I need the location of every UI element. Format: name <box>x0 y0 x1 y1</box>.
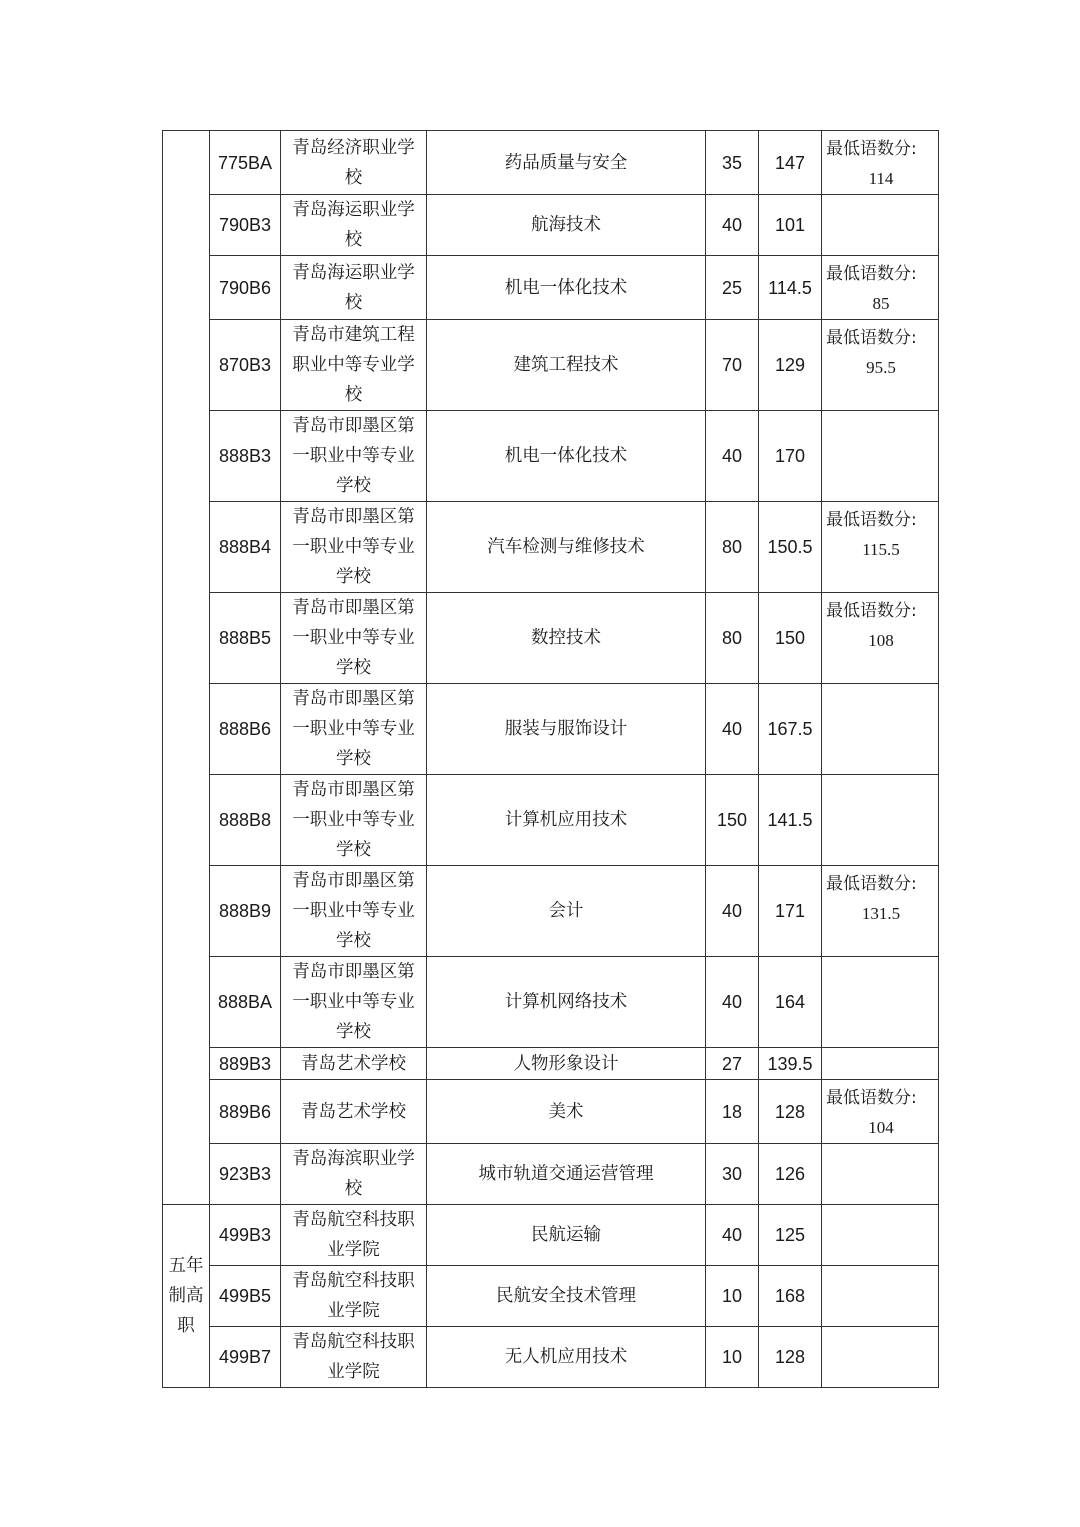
school-name-cell: 青岛航空科技职业学院 <box>281 1327 427 1388</box>
table-row <box>163 957 939 1048</box>
remark-cell <box>822 1144 939 1205</box>
remark-value: 114 <box>868 169 894 188</box>
remark-value: 104 <box>868 1118 894 1137</box>
table-row <box>163 1144 939 1205</box>
min-score-cell: 128 <box>759 1080 822 1144</box>
remark-cell <box>822 502 939 593</box>
table-row <box>163 131 939 195</box>
remark-cell <box>822 684 939 775</box>
plan-count-cell: 10 <box>706 1327 759 1388</box>
school-name-cell: 青岛市即墨区第一职业中等专业学校 <box>281 411 427 502</box>
major-name-cell: 人物形象设计 <box>427 1048 706 1080</box>
admission-table <box>162 130 939 1388</box>
major-code-cell: 888BA <box>210 957 281 1048</box>
major-name-cell: 计算机网络技术 <box>427 957 706 1048</box>
major-code-cell: 888B3 <box>210 411 281 502</box>
min-score-cell: 150.5 <box>759 502 822 593</box>
remark-cell <box>822 866 939 957</box>
remark-label: 最低语数分: <box>826 874 917 894</box>
major-code-cell: 790B3 <box>210 195 281 256</box>
major-name-cell: 汽车检测与维修技术 <box>427 502 706 593</box>
table-row <box>163 684 939 775</box>
remark-value: 131.5 <box>861 904 901 923</box>
major-name-cell: 机电一体化技术 <box>427 256 706 320</box>
plan-count-cell: 40 <box>706 684 759 775</box>
major-code-cell: 889B3 <box>210 1048 281 1080</box>
plan-count-cell: 40 <box>706 1205 759 1266</box>
remark-label: 最低语数分: <box>826 510 917 530</box>
min-score-cell: 170 <box>759 411 822 502</box>
remark-value: 85 <box>872 294 890 313</box>
plan-count-cell: 40 <box>706 957 759 1048</box>
remark-cell <box>822 1327 939 1388</box>
major-name-cell: 航海技术 <box>427 195 706 256</box>
school-name-cell: 青岛市即墨区第一职业中等专业学校 <box>281 502 427 593</box>
school-name-cell: 青岛市即墨区第一职业中等专业学校 <box>281 593 427 684</box>
school-name-cell: 青岛市即墨区第一职业中等专业学校 <box>281 684 427 775</box>
school-name-cell: 青岛航空科技职业学院 <box>281 1266 427 1327</box>
min-score-cell: 141.5 <box>759 775 822 866</box>
major-code-cell: 775BA <box>210 131 281 195</box>
category-cell <box>163 131 210 1205</box>
plan-count-cell: 27 <box>706 1048 759 1080</box>
table-row <box>163 195 939 256</box>
plan-count-cell: 40 <box>706 866 759 957</box>
remark-value: 108 <box>868 631 894 650</box>
table-row <box>163 775 939 866</box>
school-name-cell: 青岛市即墨区第一职业中等专业学校 <box>281 866 427 957</box>
remark-cell <box>822 256 939 320</box>
remark-cell <box>822 1080 939 1144</box>
major-name-cell: 会计 <box>427 866 706 957</box>
major-code-cell: 499B7 <box>210 1327 281 1388</box>
remark-label: 最低语数分: <box>826 264 917 284</box>
min-score-cell: 171 <box>759 866 822 957</box>
remark-cell <box>822 1048 939 1080</box>
remark-cell <box>822 195 939 256</box>
min-score-cell: 128 <box>759 1327 822 1388</box>
remark-cell <box>822 1205 939 1266</box>
min-score-cell: 147 <box>759 131 822 195</box>
major-name-cell: 民航安全技术管理 <box>427 1266 706 1327</box>
remark-value: 115.5 <box>862 540 900 559</box>
category-cell: 五年制高职 <box>163 1205 210 1388</box>
plan-count-cell: 40 <box>706 195 759 256</box>
min-score-cell: 167.5 <box>759 684 822 775</box>
min-score-cell: 101 <box>759 195 822 256</box>
min-score-cell: 114.5 <box>759 256 822 320</box>
plan-count-cell: 10 <box>706 1266 759 1327</box>
school-name-cell: 青岛艺术学校 <box>281 1048 427 1080</box>
school-name-cell: 青岛市即墨区第一职业中等专业学校 <box>281 775 427 866</box>
plan-count-cell: 80 <box>706 502 759 593</box>
major-code-cell: 888B5 <box>210 593 281 684</box>
table-row <box>163 256 939 320</box>
plan-count-cell: 150 <box>706 775 759 866</box>
major-code-cell: 888B4 <box>210 502 281 593</box>
remark-cell <box>822 131 939 195</box>
remark-label: 最低语数分: <box>826 328 917 348</box>
min-score-cell: 126 <box>759 1144 822 1205</box>
major-code-cell: 889B6 <box>210 1080 281 1144</box>
table-row <box>163 411 939 502</box>
school-name-cell: 青岛市即墨区第一职业中等专业学校 <box>281 957 427 1048</box>
major-name-cell: 服装与服饰设计 <box>427 684 706 775</box>
major-code-cell: 499B5 <box>210 1266 281 1327</box>
min-score-cell: 125 <box>759 1205 822 1266</box>
plan-count-cell: 80 <box>706 593 759 684</box>
table-row <box>163 593 939 684</box>
table-row <box>163 1048 939 1080</box>
remark-label: 最低语数分: <box>826 1088 917 1108</box>
school-name-cell: 青岛艺术学校 <box>281 1080 427 1144</box>
major-name-cell: 药品质量与安全 <box>427 131 706 195</box>
remark-label: 最低语数分: <box>826 601 917 621</box>
min-score-cell: 164 <box>759 957 822 1048</box>
remark-cell <box>822 593 939 684</box>
plan-count-cell: 70 <box>706 320 759 411</box>
plan-count-cell: 35 <box>706 131 759 195</box>
plan-count-cell: 18 <box>706 1080 759 1144</box>
major-code-cell: 888B8 <box>210 775 281 866</box>
remark-cell <box>822 411 939 502</box>
school-name-cell: 青岛海运职业学校 <box>281 256 427 320</box>
major-name-cell: 无人机应用技术 <box>427 1327 706 1388</box>
major-name-cell: 建筑工程技术 <box>427 320 706 411</box>
min-score-cell: 139.5 <box>759 1048 822 1080</box>
major-code-cell: 923B3 <box>210 1144 281 1205</box>
school-name-cell: 青岛市建筑工程职业中等专业学校 <box>281 320 427 411</box>
school-name-cell: 青岛海运职业学校 <box>281 195 427 256</box>
table-row <box>163 1080 939 1144</box>
school-name-cell: 青岛经济职业学校 <box>281 131 427 195</box>
plan-count-cell: 25 <box>706 256 759 320</box>
min-score-cell: 150 <box>759 593 822 684</box>
remark-cell <box>822 1266 939 1327</box>
table-row <box>163 502 939 593</box>
min-score-cell: 129 <box>759 320 822 411</box>
school-name-cell: 青岛海滨职业学校 <box>281 1144 427 1205</box>
major-name-cell: 民航运输 <box>427 1205 706 1266</box>
plan-count-cell: 30 <box>706 1144 759 1205</box>
table-row <box>163 1205 939 1266</box>
major-code-cell: 870B3 <box>210 320 281 411</box>
major-name-cell: 机电一体化技术 <box>427 411 706 502</box>
table-row <box>163 1327 939 1388</box>
table-row <box>163 320 939 411</box>
school-name-cell: 青岛航空科技职业学院 <box>281 1205 427 1266</box>
table-row <box>163 866 939 957</box>
major-name-cell: 美术 <box>427 1080 706 1144</box>
major-code-cell: 888B9 <box>210 866 281 957</box>
major-code-cell: 790B6 <box>210 256 281 320</box>
remark-cell <box>822 775 939 866</box>
remark-value: 95.5 <box>866 358 896 377</box>
min-score-cell: 168 <box>759 1266 822 1327</box>
table-row <box>163 1266 939 1327</box>
major-code-cell: 888B6 <box>210 684 281 775</box>
remark-cell <box>822 320 939 411</box>
major-name-cell: 数控技术 <box>427 593 706 684</box>
remark-cell <box>822 957 939 1048</box>
major-name-cell: 计算机应用技术 <box>427 775 706 866</box>
table-body <box>163 131 939 1388</box>
remark-label: 最低语数分: <box>826 139 917 159</box>
plan-count-cell: 40 <box>706 411 759 502</box>
major-name-cell: 城市轨道交通运营管理 <box>427 1144 706 1205</box>
major-code-cell: 499B3 <box>210 1205 281 1266</box>
